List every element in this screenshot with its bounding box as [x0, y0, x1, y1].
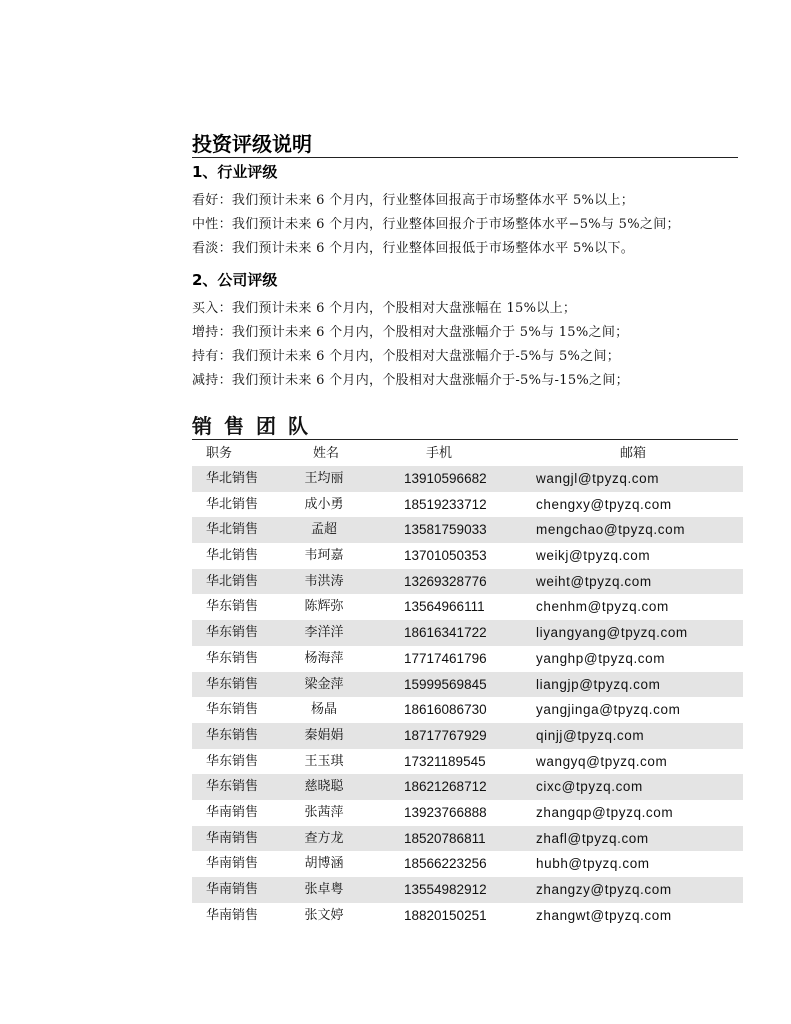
name-cell: 慈晓聪 — [304, 779, 344, 795]
phone-cell: 13910596682 — [404, 471, 487, 486]
role-cell: 华东销售 — [206, 702, 259, 718]
table-row — [192, 672, 743, 698]
email-cell: hubh@tpyzq.com — [536, 856, 650, 872]
phone-cell: 17717461796 — [404, 650, 487, 666]
industry-rating-line: 看淡：我们预计未来 6 个月内，行业整体回报低于市场整体水平 5%以下。 — [192, 241, 635, 256]
name-cell: 胡博涵 — [304, 856, 344, 872]
company-rating-line: 增持：我们预计未来 6 个月内，个股相对大盘涨幅介于 5%与 15%之间； — [192, 325, 629, 340]
email-cell: chenhm@tpyzq.com — [536, 599, 669, 615]
table-row — [192, 800, 743, 826]
role-cell: 华北销售 — [206, 573, 259, 589]
phone-cell: 18616086730 — [404, 702, 487, 718]
phone-cell: 18616341722 — [404, 625, 487, 641]
name-cell: 王均丽 — [304, 471, 344, 486]
role-cell: 华东销售 — [206, 625, 259, 641]
role-cell: 华北销售 — [206, 496, 259, 512]
name-cell: 查方龙 — [304, 830, 344, 846]
name-cell: 成小勇 — [304, 496, 344, 512]
role-cell: 华北销售 — [206, 522, 259, 538]
name-cell: 张文婷 — [304, 907, 344, 923]
name-cell: 杨海萍 — [304, 650, 344, 666]
company-rating-line: 减持：我们预计未来 6 个月内，个股相对大盘涨幅介于-5%与-15%之间； — [192, 373, 629, 388]
name-cell: 孟超 — [310, 522, 337, 538]
role-cell: 华东销售 — [206, 599, 259, 615]
company-rating-line: 买入：我们预计未来 6 个月内，个股相对大盘涨幅在 15%以上； — [192, 301, 577, 316]
header-name: 姓名 — [312, 446, 339, 461]
email-cell: weikj@tpyzq.com — [536, 548, 651, 564]
phone-cell: 13581759033 — [404, 522, 487, 538]
table-row — [192, 903, 743, 929]
phone-cell: 18717767929 — [404, 727, 487, 743]
phone-cell: 15999569845 — [404, 676, 487, 692]
header-role: 职务 — [206, 446, 233, 461]
role-cell: 华北销售 — [206, 471, 259, 486]
table-row — [192, 877, 743, 903]
table-row — [192, 492, 743, 518]
table-row — [192, 851, 743, 877]
role-cell: 华南销售 — [206, 907, 259, 923]
email-cell: zhafl@tpyzq.com — [536, 830, 649, 846]
email-cell: liyangyang@tpyzq.com — [536, 625, 688, 641]
phone-cell: 13701050353 — [404, 548, 487, 564]
header-phone: 手机 — [426, 446, 453, 461]
name-cell: 王玉琪 — [304, 753, 344, 769]
table-row — [192, 749, 743, 775]
rating-title-rule — [192, 157, 738, 158]
industry-rating-line: 看好：我们预计未来 6 个月内，行业整体回报高于市场整体水平 5%以上； — [192, 193, 635, 208]
role-cell: 华东销售 — [206, 676, 259, 692]
email-cell: weiht@tpyzq.com — [536, 573, 652, 589]
email-cell: wangjl@tpyzq.com — [536, 471, 660, 486]
name-cell: 秦娟娟 — [304, 727, 344, 743]
phone-cell: 13923766888 — [404, 804, 487, 820]
role-cell: 华东销售 — [206, 779, 259, 795]
email-cell: mengchao@tpyzq.com — [536, 522, 686, 538]
table-row — [192, 697, 743, 723]
email-cell: yanghp@tpyzq.com — [536, 650, 666, 666]
email-cell: cixc@tpyzq.com — [536, 779, 643, 795]
company-rating-line: 持有：我们预计未来 6 个月内，个股相对大盘涨幅介于-5%与 5%之间； — [192, 349, 621, 364]
phone-cell: 17321189545 — [404, 753, 486, 769]
role-cell: 华南销售 — [206, 830, 259, 846]
industry-rating-heading: 1、行业评级 — [192, 163, 278, 181]
table-row — [192, 723, 743, 749]
table-row — [192, 646, 743, 672]
name-cell: 李洋洋 — [304, 625, 344, 641]
email-cell: zhangwt@tpyzq.com — [536, 907, 672, 923]
table-row — [192, 774, 743, 800]
role-cell: 华北销售 — [206, 548, 259, 564]
phone-cell: 18520786811 — [404, 830, 486, 846]
name-cell: 韦洪涛 — [304, 573, 344, 589]
industry-rating-line: 中性：我们预计未来 6 个月内，行业整体回报介于市场整体水平−5%与 5%之间； — [192, 217, 680, 232]
table-row — [192, 569, 743, 595]
email-cell: yangjinga@tpyzq.com — [536, 702, 681, 718]
phone-cell: 18566223256 — [404, 856, 487, 872]
table-row — [192, 594, 743, 620]
rating-title: 投资评级说明 — [192, 132, 312, 156]
header-email: 邮箱 — [620, 446, 647, 461]
phone-cell: 18621268712 — [404, 779, 487, 795]
phone-cell: 18519233712 — [404, 496, 487, 512]
name-cell: 张茜萍 — [304, 804, 344, 820]
table-row — [192, 620, 743, 646]
email-cell: wangyq@tpyzq.com — [536, 753, 668, 769]
sales-team-table — [192, 442, 743, 928]
role-cell: 华东销售 — [206, 727, 259, 743]
name-cell: 韦珂嘉 — [304, 548, 344, 564]
table-row — [192, 826, 743, 852]
email-cell: zhangqp@tpyzq.com — [536, 804, 674, 820]
name-cell: 陈辉弥 — [304, 599, 344, 615]
sales-team-title: 销售团队 — [192, 414, 320, 438]
table-row — [192, 543, 743, 569]
phone-cell: 13269328776 — [404, 573, 487, 589]
role-cell: 华南销售 — [206, 882, 259, 897]
sales-team-rule — [192, 439, 738, 440]
table-body — [192, 466, 743, 928]
role-cell: 华东销售 — [206, 650, 259, 666]
phone-cell: 18820150251 — [404, 907, 487, 923]
name-cell: 张卓粤 — [304, 882, 344, 897]
phone-cell: 13554982912 — [404, 882, 487, 897]
email-cell: qinjj@tpyzq.com — [536, 727, 645, 743]
company-rating-heading: 2、公司评级 — [192, 271, 278, 289]
phone-cell: 13564966111 — [404, 599, 485, 615]
email-cell: liangjp@tpyzq.com — [536, 676, 661, 692]
email-cell: chengxy@tpyzq.com — [536, 496, 672, 512]
name-cell: 梁金萍 — [304, 676, 344, 692]
role-cell: 华南销售 — [206, 856, 259, 872]
role-cell: 华东销售 — [206, 753, 259, 769]
table-row — [192, 466, 743, 492]
table-header — [192, 442, 743, 466]
email-cell: zhangzy@tpyzq.com — [536, 882, 672, 897]
role-cell: 华南销售 — [206, 804, 259, 820]
table-row — [192, 517, 743, 543]
name-cell: 杨晶 — [310, 702, 337, 718]
